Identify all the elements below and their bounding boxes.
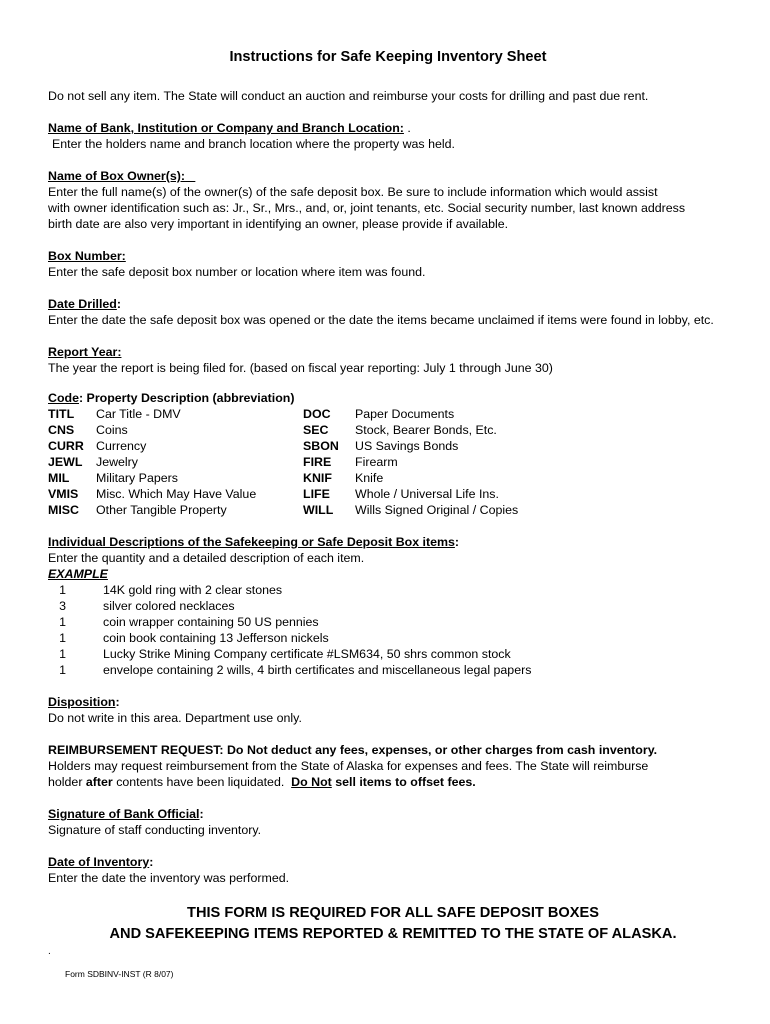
code-desc: Firearm xyxy=(355,455,398,469)
disposition-heading-label: Disposition xyxy=(48,695,116,709)
example-row xyxy=(48,646,738,662)
inventory-date-text: Enter the date the inventory was performed. xyxy=(48,871,290,885)
disposition-text: Do not write in this area. Department use only. xyxy=(48,711,302,725)
code-abbr: KNIF xyxy=(303,471,332,485)
reimbursement-heading-label: REIMBURSEMENT REQUEST: Do Not deduct any fees, expenses, or other charges from cash inventory. xyxy=(48,743,658,757)
reimbursement-sell-items: sell items to offset fees. xyxy=(331,775,476,789)
example-row xyxy=(48,662,738,678)
example-desc: coin book containing 13 Jefferson nickels xyxy=(103,631,329,645)
drilled-heading-label: Date Drilled xyxy=(48,297,117,311)
code-abbr: TITL xyxy=(48,407,75,421)
drilled-heading-colon: : xyxy=(116,297,121,311)
code-abbr: LIFE xyxy=(303,487,330,501)
code-abbr: FIRE xyxy=(303,455,332,469)
box-text: Enter the safe deposit box number or location where item was found. xyxy=(48,265,426,279)
report-text: The year the report is being filed for. (based on fiscal year reporting: July 1 through June 30) xyxy=(48,361,553,375)
individual-heading-colon: : xyxy=(454,535,460,549)
owner-heading xyxy=(48,168,195,184)
code-abbr: VMIS xyxy=(48,487,79,501)
code-abbr: WILL xyxy=(303,503,334,517)
owner-heading-label: Name of Box Owner(s): xyxy=(48,169,186,183)
disposition-heading xyxy=(48,694,120,710)
reimbursement-text-part: contents have been liquidated. xyxy=(112,775,292,789)
code-abbr: CURR xyxy=(48,439,84,453)
example-qty: 1 xyxy=(59,631,66,645)
report-heading-label: Report Year: xyxy=(48,345,122,359)
disposition-heading-colon: : xyxy=(115,695,120,709)
code-row xyxy=(48,502,738,518)
owner-heading-underline-space xyxy=(185,169,195,183)
reimbursement-heading xyxy=(48,742,657,758)
code-desc: Paper Documents xyxy=(355,407,455,421)
code-abbr: SEC xyxy=(303,423,329,437)
code-desc: Wills Signed Original / Copies xyxy=(355,503,519,517)
signature-heading-colon: : xyxy=(199,807,204,821)
report-heading xyxy=(48,344,121,360)
example-list xyxy=(48,582,738,678)
example-label xyxy=(48,566,108,582)
example-desc: coin wrapper containing 50 US pennies xyxy=(103,615,319,629)
reimbursement-do-not: Do Not xyxy=(291,775,332,789)
drilled-text: Enter the date the safe deposit box was opened or the date the items became unclaimed if items were found in lobby, etc. xyxy=(48,313,714,327)
code-desc: Misc. Which May Have Value xyxy=(96,487,257,501)
requirement-notice-line-1: THIS FORM IS REQUIRED FOR ALL SAFE DEPOSIT BOXES xyxy=(187,905,599,921)
code-row xyxy=(48,422,738,438)
code-abbr: MISC xyxy=(48,503,79,517)
box-heading-label: Box Number: xyxy=(48,249,126,263)
owner-text-3: birth date are also very important in identifying an owner, please provide if available. xyxy=(48,217,509,231)
code-desc: Stock, Bearer Bonds, Etc. xyxy=(355,423,497,437)
code-desc: Other Tangible Property xyxy=(96,503,227,517)
bank-text: Enter the holders name and branch location where the property was held. xyxy=(52,137,455,151)
example-qty: 1 xyxy=(59,663,66,677)
code-row xyxy=(48,486,738,502)
inventory-date-heading xyxy=(48,854,153,870)
code-desc: Car Title - DMV xyxy=(96,407,181,421)
bank-heading-trail: . xyxy=(403,121,411,135)
owner-text-2: with owner identification such as: Jr., Sr., Mrs., and, or, joint tenants, etc. Social security number, last known address xyxy=(48,201,686,215)
code-row xyxy=(48,454,738,470)
example-qty: 1 xyxy=(59,615,66,629)
individual-heading-label: Individual Descriptions of the Safekeeping or Safe Deposit Box items xyxy=(48,535,455,549)
signature-text: Signature of staff conducting inventory. xyxy=(48,823,262,837)
inventory-date-heading-colon: : xyxy=(149,855,154,869)
example-desc: envelope containing 2 wills, 4 birth certificates and miscellaneous legal papers xyxy=(103,663,532,677)
owner-text-1: Enter the full name(s) of the owner(s) of the safe deposit box. Be sure to include information which would assist xyxy=(48,185,658,199)
reimbursement-after: after xyxy=(85,775,113,789)
code-desc: US Savings Bonds xyxy=(355,439,459,453)
requirement-notice xyxy=(48,903,738,945)
individual-heading xyxy=(48,534,459,550)
code-row xyxy=(48,438,738,454)
code-abbr: MIL xyxy=(48,471,70,485)
example-label-text: EXAMPLE xyxy=(48,567,108,581)
bank-heading: Name of Bank, Institution or Company and Branch Location: xyxy=(48,121,404,135)
inventory-date-heading-label: Date of Inventory xyxy=(48,855,150,869)
example-qty: 1 xyxy=(59,583,66,597)
example-desc: Lucky Strike Mining Company certificate #LSM634, 50 shrs common stock xyxy=(103,647,511,661)
reimbursement-text-part: holder xyxy=(48,775,86,789)
example-qty: 3 xyxy=(59,599,66,613)
code-desc: Currency xyxy=(96,439,147,453)
code-abbr: JEWL xyxy=(48,455,83,469)
form-number: Form SDBINV-INST (R 8/07) xyxy=(65,969,174,979)
code-row xyxy=(48,406,738,422)
bank-section xyxy=(48,120,411,136)
signature-heading xyxy=(48,806,204,822)
codes-table xyxy=(48,406,738,518)
codes-heading-rest: : Property Description (abbreviation) xyxy=(78,391,295,405)
code-row xyxy=(48,470,738,486)
code-desc: Military Papers xyxy=(96,471,178,485)
example-desc: silver colored necklaces xyxy=(103,599,235,613)
code-desc: Whole / Universal Life Ins. xyxy=(355,487,499,501)
stray-dot: . xyxy=(48,946,51,957)
codes-heading-code: Code xyxy=(48,391,79,405)
intro-text: Do not sell any item. The State will conduct an auction and reimburse your costs for drilling and past due rent. xyxy=(48,89,649,103)
example-row xyxy=(48,598,738,614)
example-row xyxy=(48,630,738,646)
example-row xyxy=(48,582,738,598)
code-abbr: SBON xyxy=(303,439,339,453)
page-title: Instructions for Safe Keeping Inventory Sheet xyxy=(229,49,547,65)
code-desc: Jewelry xyxy=(96,455,138,469)
reimbursement-text-2 xyxy=(48,774,476,790)
code-desc: Knife xyxy=(355,471,384,485)
requirement-notice-line-2: AND SAFEKEEPING ITEMS REPORTED & REMITTED TO THE STATE OF ALASKA. xyxy=(109,926,677,942)
example-row xyxy=(48,614,738,630)
code-abbr: CNS xyxy=(48,423,75,437)
example-desc: 14K gold ring with 2 clear stones xyxy=(103,583,283,597)
drilled-heading xyxy=(48,296,121,312)
reimbursement-text-1: Holders may request reimbursement from the State of Alaska for expenses and fees. The State will reimburse xyxy=(48,759,649,773)
signature-heading-label: Signature of Bank Official xyxy=(48,807,200,821)
box-heading xyxy=(48,248,126,264)
individual-text: Enter the quantity and a detailed description of each item. xyxy=(48,551,365,565)
code-desc: Coins xyxy=(96,423,128,437)
codes-heading xyxy=(48,390,294,406)
code-abbr: DOC xyxy=(303,407,331,421)
example-qty: 1 xyxy=(59,647,66,661)
